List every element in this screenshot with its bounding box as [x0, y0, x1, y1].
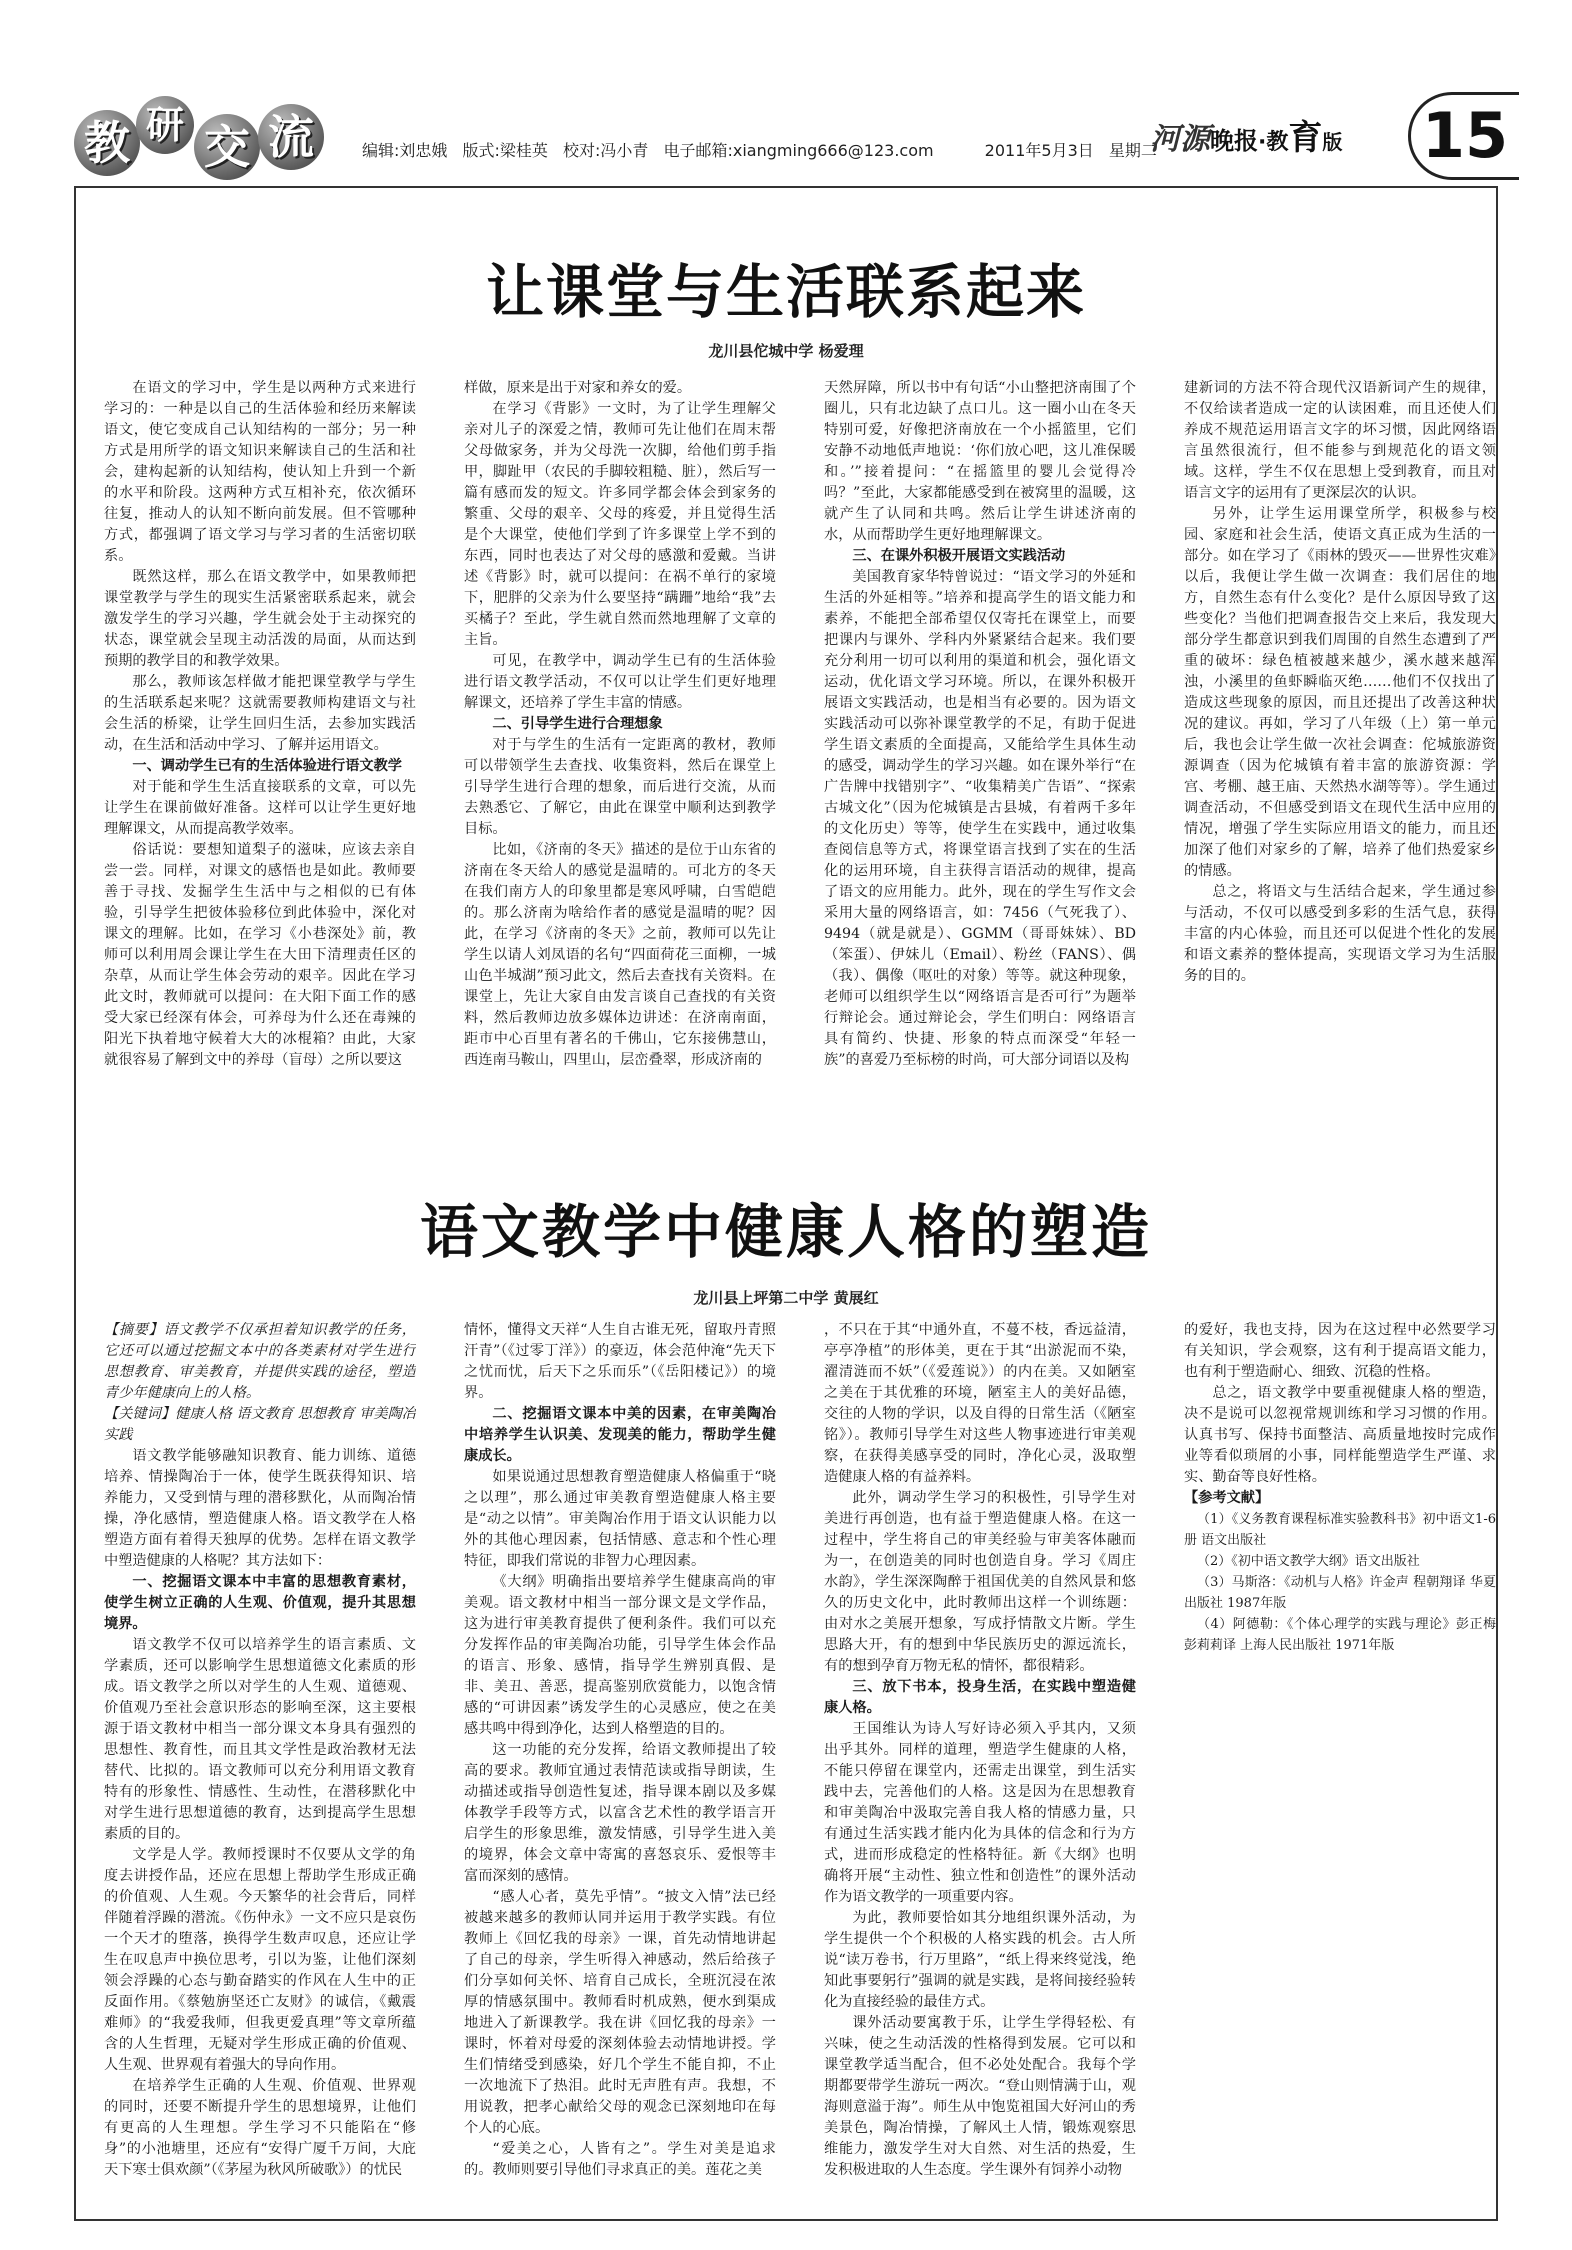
- article-1-byline: 龙川县佗城中学 杨爱理: [708, 342, 864, 360]
- reference-item: （2）《初中语文教学大纲》语文出版社: [1197, 1554, 1420, 1569]
- body-paragraph: 样做，原来是出于对家和养女的爱。: [464, 380, 692, 396]
- section-heading: 二、挖掘语文课本中美的因素，在审美陶冶中培养学生认识美、发现美的能力，帮助学生健康成长。: [464, 1406, 776, 1464]
- layout-credit: 版式:梁桂英: [462, 141, 548, 160]
- body-paragraph: 另外，让学生运用课堂所学，积极参与校园、家庭和社会生活，使语文真正成为生活的一部分。如在学习了《雨林的毁灭——世界性灾难》以后，我便让学生做一次调查：我们居住的地方，自然生态有什么变化？是什么原因导致了这些变化？当他们把调查报告交上来后，我发现大部分学生都意识到我们周围的自然生态遭到了严重的破坏：绿色植被越来越少，溪水越来越浑浊，小溪里的鱼虾瞬临灭绝……他们不仅找出了造成这些现象的原因，而且还提出了改善这种状况的建议。再如，学习了八年级（上）第一单元后，我也会让学生做一次社会调查：佗城旅游资源调查（因为佗城镇有着丰富的旅游资源：学宫、考棚、越王庙、天然热水湖等等）。学生通过调查活动，不但感受到语文在现代生活中应用的情况，增强了学生实际应用语文的能力，而且还加深了他们对家乡的了解，培养了他们热爱家乡的情感。: [1184, 506, 1496, 879]
- article-1-body: [104, 378, 1496, 1078]
- section-logo: [74, 96, 334, 184]
- section-heading: 三、在课外积极开展语文实践活动: [852, 548, 1066, 564]
- body-paragraph: ，不只在于其“中通外直，不蔓不枝，香远益清，亭亭净植”的形体美，更在于其“出淤泥而不染，濯清涟而不妖”（《爱莲说》）的内在美。又如陋室之美在于其优雅的环境，陋室主人的美好品德，交往的人物的学识，以及自得的日常生活（《陋室铭》）。教师引导学生对这些人物事迹进行审美观察，在获得美感享受的同时，净化心灵，汲取塑造健康人格的有益养料。: [824, 1322, 1136, 1485]
- page-meta: [362, 138, 1167, 161]
- body-paragraph: 为此，教师要恰如其分地组织课外活动，为学生提供一个个积极的人格实践的机会。古人所说“读万卷书，行万里路”，“纸上得来终觉浅，绝知此事要躬行”强调的就是实践，是将间接经验转化为直接经验的最佳方式。: [824, 1910, 1136, 2010]
- logo-char-1: 教: [74, 110, 140, 176]
- newspaper-brand: [1150, 110, 1400, 158]
- body-paragraph: 在语文的学习中，学生是以两种方式来进行学习的：一种是以自己的生活体验和经历来解读语文，使它变成自己认知结构的一部分；另一种方式是用所学的语文知识来解读自己的生活和社会，建构起新的认知结构，使认知上升到一个新的水平和阶段。这两种方式互相补充，依次循环往复，推动人的认知不断向前发展。但不管哪种方式，都强调了语文学习与学习者的生活密切联系。: [104, 380, 416, 564]
- article-2-body: [104, 1320, 1496, 2190]
- body-paragraph: 对于与学生的生活有一定距离的教材，教师可以带领学生去查找、收集资料，然后在课堂上引导学生进行合理的想象，而后进行交流，从而去熟悉它、了解它，由此在课堂中顺利达到教学目标。: [464, 737, 776, 837]
- body-paragraph: 美国教育家华特曾说过：“语文学习的外延和生活的外延相等。”培养和提高学生的语文能力和素养，不能把全部希望仅仅寄托在课堂上，而要把课内与课外、学科内外紧紧结合起来。我们要充分利用一切可以利用的渠道和机会，强化语文运动，优化语文学习环境。所以，在课外积极开展语文实践活动，也是相当有必要的。因为语文实践活动可以弥补课堂教学的不足，有助于促进学生语文素质的全面提高，又能给学生具体生动的感受，调动学生的学习兴趣。如在课外举行“在广告牌中找错别字”、“收集精美广告语”、“探索古城文化”（因为佗城镇是古县城，有着两千多年的文化历史）等等，使学生在实践中，通过收集查阅信息等方式，将课堂语言找到了实在的生活化的运用环境，自主获得言语活动的规律，提高了语文的应用能力。此外，现在的学生写作文会采用大量的网络语言，如：7456（气死我了）、9494（就是就是）、GGMM（哥哥妹妹）、BD（笨蛋）、伊妹儿（Email）、粉丝（FANS）、偶（我）、偶像（呕吐的对象）等等。就这种现象，老师可以组织学生以“网络语言是否可行”为题举行辩论会。通过辩论会，学生们明白：网络语言具有简约、快捷、形象的特点而深受“年轻一族”的喜爱乃至标榜的时尚，可大部分词语以及构: [824, 569, 1136, 1068]
- logo-char-3: 交: [194, 114, 260, 180]
- body-paragraph: 的爱好，我也支持，因为在这过程中必然要学习有关知识，学会观察，这有利于提高语文能力，也有利于塑造耐心、细致、沉稳的性格。: [1184, 1322, 1496, 1380]
- article-2-column: [1184, 1320, 1496, 2190]
- body-paragraph: 比如，《济南的冬天》描述的是位于山东省的济南在冬天给人的感觉是温晴的。可北方的冬天在我们南方人的印象里都是寒风呼啸，白雪皑皑的。那么济南为啥给作者的感觉是温晴的呢？因此，在学习《济南的冬天》之前，教师可以先让学生以请人刘凤语的名句“四面荷花三面柳，一城山色半城湖”预习此文，然后去查找有关资料。在课堂上，先让大家自由发言谈自己查找的有关资料，然后教师边放多媒体边讲述：在济南南面，距市中心百里有著名的千佛山，它东接佛慧山，西连南马鞍山，四里山，层峦叠翠，形成济南的: [464, 842, 776, 1068]
- brand-edition: 版: [1322, 130, 1343, 154]
- body-paragraph: 王国维认为诗人写好诗必须入乎其内，又须出乎其外。同样的道理，塑造学生健康的人格，不能只停留在课堂内，还需走出课堂，到生活实践中去，完善他们的人格。这是因为在思想教育和审美陶冶中汲取完善自我人格的情感力量，只有通过生活实践才能内化为具体的信念和行为方式，进而形成稳定的性格特征。新《大纲》也明确将开展“主动性、独立性和创造性”的课外活动作为语文教学的一项重要内容。: [824, 1721, 1136, 1905]
- body-paragraph: 那么，教师该怎样做才能把课堂教学与学生的生活联系起来呢？这就需要教师构建语文与社会生活的桥梁，让学生回归生活，去参加实践活动，在生活和活动中学习、了解并运用语文。: [104, 674, 416, 753]
- body-paragraph: 俗话说：要想知道梨子的滋味，应该去亲自尝一尝。同样，对课文的感悟也是如此。教师要善于寻找、发掘学生生活中与之相似的已有体验，引导学生把彼体验移位到此体验中，深化对课文的理解。比如，在学习《小巷深处》前，教师可以利用周会课让学生在大田下清理责任区的杂草，从而让学生体会劳动的艰辛。因此在学习此文时，教师就可以提问：在大阳下面工作的感受大家已经深有体会，可养母为什么还在毒辣的阳光下执着地守候着大大的冰棍箱？由此，大家就很容易了解到文中的养母（盲母）之所以要这: [104, 842, 416, 1068]
- body-paragraph: 可见，在教学中，调动学生已有的生活体验进行语文教学活动，不仅可以让学生们更好地理解课文，还培养了学生丰富的情感。: [464, 653, 776, 711]
- page-number: 15: [1408, 92, 1519, 180]
- body-paragraph: 课外活动要寓教于乐，让学生学得轻松、有兴味，使之生动活泼的性格得到发展。它可以和课堂教学适当配合，但不必处处配合。我每个学期都要带学生游玩一两次。“登山则情满于山，观海则意溢于海”。师生从中饱览祖国大好河山的秀美景色，陶冶情操，了解风土人情，锻炼观察思维能力，激发学生对大自然、对生活的热爱，生发积极进取的人生态度。学生课外有饲养小动物: [824, 2015, 1136, 2178]
- section-heading: 一、调动学生已有的生活体验进行语文教学: [132, 758, 402, 774]
- article-1-column: [104, 378, 416, 1078]
- reference-item: （3）马斯洛：《动机与人格》许金声 程朝翔译 华夏出版社 1987年版: [1184, 1575, 1496, 1611]
- body-paragraph: 总之，语文教学中要重视健康人格的塑造，决不是说可以忽视常规训练和学习习惯的作用。认真书写、保持书面整洁、高质量地按时完成作业等看似琐屑的小事，同样能塑造学生严谨、求实、勤奋等良好性格。: [1184, 1385, 1496, 1485]
- body-paragraph: 对于能和学生生活直接联系的文章，可以先让学生在课前做好准备。这样可以让学生更好地理解课文，从而提高教学效率。: [104, 779, 416, 837]
- body-paragraph: 《大纲》明确指出要培养学生健康高尚的审美观。语文教材中相当一部分课文是文学作品，这为进行审美教育提供了便利条件。我们可以充分发挥作品的审美陶冶功能，引导学生体会作品的语言、形象、感情，指导学生辨别真假、是非、美丑、善恶，提高鉴别欣赏能力，以饱含情感的“可讲因素”诱发学生的心灵感应，使之在美感共鸣中得到净化，达到人格塑造的目的。: [464, 1574, 776, 1737]
- page-header: [0, 0, 1572, 195]
- logo-char-2: 研: [136, 96, 194, 154]
- body-paragraph: 情怀，懂得文天祥“人生自古谁无死，留取丹青照汗青”（《过零丁洋》）的豪迈，体会范仲淹“先天下之忧而忧，后天下之乐而乐”（《岳阳楼记》）的境界。: [464, 1322, 776, 1401]
- body-paragraph: “感人心者，莫先乎情”。“披文入情”法已经被越来越多的教师认同并运用于教学实践。有位教师上《回忆我的母亲》一课，首先动情地讲起了自己的母亲，学生听得入神感动，然后给孩子们分享如何关怀、培育自己成长，全班沉浸在浓厚的情感氛围中。教师看时机成熟，便水到渠成地进入了新课教学。我在讲《回忆我的母亲》一课时，怀着对母爱的深刻体验去动情地讲授。学生们情绪受到感染，好几个学生不能自抑，不止一次地流下了热泪。此时无声胜有声。我想，不用说教，把孝心献给父母的观念已深刻地印在每个人的心底。: [464, 1889, 776, 2136]
- brand-city: 河源: [1150, 122, 1210, 157]
- article-2-column: [464, 1320, 776, 2190]
- body-paragraph: 总之，将语文与生活结合起来，学生通过参与活动，不仅可以感受到多彩的生活气息，获得丰富的内心体验，而且还可以促进个性化的发展和语文素养的整体提高，实现语文学习为生活服务的目的。: [1184, 884, 1496, 984]
- article-1-column: [464, 378, 776, 1078]
- body-paragraph: 建新词的方法不符合现代汉语新词产生的规律，不仅给读者造成一定的认读困难，而且还使人们养成不规范运用语言文字的坏习惯，因此网络语言虽然很流行，但不能参与到规范化的语文领域。这样，学生不仅在思想上受到教育，而且对语言文字的运用有了更深层次的认识。: [1184, 380, 1496, 501]
- body-paragraph: 语文教学能够融知识教育、能力训练、道德培养、情操陶冶于一体，使学生既获得知识、培养能力，又受到情与理的潜移默化，从而陶冶情操，净化感情，塑造健康人格。语文教学在人格塑造方面有着得天独厚的优势。怎样在语文教学中塑造健康的人格呢？其方法如下：: [104, 1448, 416, 1569]
- email-credit: 电子邮箱:xiangming666@123.com: [663, 141, 934, 160]
- article-1-title: 让课堂与生活联系起来: [485, 258, 1086, 326]
- body-paragraph: 在学习《背影》一文时，为了让学生理解父亲对儿子的深爱之情，教师可先让他们在周末帮父母做家务，并为父母洗一次脚，给他们剪手指甲，脚趾甲（农民的手脚较粗糙、脏），然后写一篇有感而发的短文。许多同学都会体会到家务的繁重、父母的艰辛、父母的疼爱，并且觉得生活是个大课堂，使他们学到了许多课堂上学不到的东西，同时也表达了对父母的感激和爱戴。当讲述《背影》时，就可以提问：在祸不单行的家境下，肥胖的父亲为什么要坚持“蹒跚”地给“我”去买橘子？至此，学生就自然而然地理解了文章的主旨。: [464, 401, 776, 648]
- abstract-text: 【摘要】语文教学不仅承担着知识教学的任务，它还可以通过挖掘文本中的各类素材对学生进行思想教育、审美教育，并提供实践的途径，塑造青少年健康向上的人格。: [104, 1322, 416, 1401]
- logo-char-4: 流: [258, 104, 324, 170]
- section-heading: 一、挖掘语文课本中丰富的思想教育素材，使学生树立正确的人生观、价值观，提升其思想境界。: [104, 1574, 416, 1632]
- abstract-text: 【关键词】健康人格 语文教育 思想教育 审美陶冶 实践: [104, 1406, 416, 1443]
- proofreader-credit: 校对:冯小青: [563, 141, 649, 160]
- body-paragraph: 天然屏障，所以书中有句话“小山整把济南围了个圈儿，只有北边缺了点口儿。这一圈小山在冬天特别可爱，好像把济南放在一个小摇篮里，它们安静不动地低声地说：‘你们放心吧，这儿准保暖和。’”接着提问：“在摇篮里的婴儿会觉得冷吗？”至此，大家都能感受到在被窝里的温暖，这就产生了认同和共鸣。然后让学生讲述济南的水，从而帮助学生更好地理解课文。: [824, 380, 1136, 543]
- article-2-title: 语文教学中健康人格的塑造: [419, 1198, 1152, 1266]
- references-heading: 【参考文献】: [1184, 1490, 1270, 1506]
- section-heading: 二、引导学生进行合理想象: [492, 716, 663, 732]
- article-2-column: [824, 1320, 1136, 2190]
- article-1-column: [1184, 378, 1496, 1078]
- body-paragraph: 文学是人学。教师授课时不仅要从文学的角度去讲授作品，还应在思想上帮助学生形成正确的价值观、人生观。今天繁华的社会背后，同样伴随着浮躁的潜流。《伤仲永》一文不应只是哀伤一个天才的堕落，换得学生数声叹息，还应让学生在叹息声中换位思考，引以为鉴，让他们深刻领会浮躁的心态与勤奋踏实的作风在人生中的正反面作用。《蔡勉旃坚还亡友财》的诚信，《戴震难师》的“我爱我师，但我更爱真理”等文章所蕴含的人生哲理，无疑对学生形成正确的价值观、人生观、世界观有着强大的导向作用。: [104, 1847, 416, 2073]
- article-1-column: [824, 378, 1136, 1078]
- reference-item: （4）阿德勒：《个体心理学的实践与理论》彭正梅 彭莉莉译 上海人民出版社 1971年版: [1184, 1617, 1496, 1653]
- reference-item: （1）《义务教育课程标准实验教科书》初中语文1-6册 语文出版社: [1184, 1512, 1496, 1548]
- body-paragraph: “爱美之心，人皆有之”。学生对美是追求的。教师则要引导他们寻求真正的美。莲花之美: [464, 2141, 776, 2178]
- brand-edu-2: 育: [1288, 118, 1323, 158]
- body-paragraph: 如果说通过思想教育塑造健康人格偏重于“晓之以理”，那么通过审美教育塑造健康人格主要是“动之以情”。审美陶冶作用于语文认识能力以外的其他心理因素，包括情感、意志和个性心理特征，即我们常说的非智力心理因素。: [464, 1469, 776, 1569]
- brand-paper: 晚报: [1210, 127, 1258, 155]
- body-paragraph: 这一功能的充分发挥，给语文教师提出了较高的要求。教师宜通过表情范读或指导朗读，生动描述或指导创造性复述，指导课本剧以及多媒体教学手段等方式，以富含艺术性的教学语言开启学生的形象思维，激发情感，引导学生进入美的境界，体会文章中寄寓的喜怒哀乐、爱恨等丰富而深刻的感情。: [464, 1742, 776, 1884]
- article-2-byline: 龙川县上坪第二中学 黄展红: [693, 1289, 879, 1307]
- body-paragraph: 在培养学生正确的人生观、价值观、世界观的同时，还要不断提升学生的思想境界，让他们有更高的人生理想。学生学习不只能陷在“修身”的小池塘里，还应有“安得广厦千万间，大庇天下寒士俱欢颜”（《茅屋为秋风所破歌》）的忧民: [104, 2078, 416, 2178]
- body-paragraph: 此外，调动学生学习的积极性，引导学生对美进行再创造，也有益于塑造健康人格。在这一过程中，学生将自己的审美经验与审美客体融而为一，在创造美的同时也创造自身。学习《周庄水韵》，学生深深陶醉于祖国优美的自然风景和悠久的历史文化中，此时教师出这样一个训练题：由对水之美展开想象，写成抒情散文片断。学生思路大开，有的想到中华民族历史的源远流长，有的想到孕育万物无私的情怀，都很精彩。: [824, 1490, 1136, 1674]
- body-paragraph: 既然这样，那么在语文教学中，如果教师把课堂教学与学生的现实生活紧密联系起来，就会激发学生的学习兴趣，学生就会处于主动探究的状态，课堂就会呈现主动活泼的局面，从而达到预期的教学目的和教学效果。: [104, 569, 416, 669]
- issue-weekday: 星期二: [1108, 141, 1157, 160]
- article-2-column: [104, 1320, 416, 2190]
- issue-date: 2011年5月3日: [984, 141, 1094, 160]
- editor-credit: 编辑:刘忠娥: [362, 141, 448, 160]
- brand-edu-1: ·教: [1258, 130, 1289, 155]
- body-paragraph: 语文教学不仅可以培养学生的语言素质、文学素质，还可以影响学生思想道德文化素质的形成。语文教学之所以对学生的人生观、道德观、价值观乃至社会意识形态的影响至深，这主要根源于语文教材中相当一部分课文本身具有强烈的思想性、教育性，而且其文学性是政治教材无法替代、比拟的。语文教师可以充分利用语文教育特有的形象性、情感性、生动性，在潜移默化中对学生进行思想道德的教育，达到提高学生思想素质的目的。: [104, 1637, 416, 1842]
- section-heading: 三、放下书本，投身生活，在实践中塑造健康人格。: [824, 1679, 1136, 1716]
